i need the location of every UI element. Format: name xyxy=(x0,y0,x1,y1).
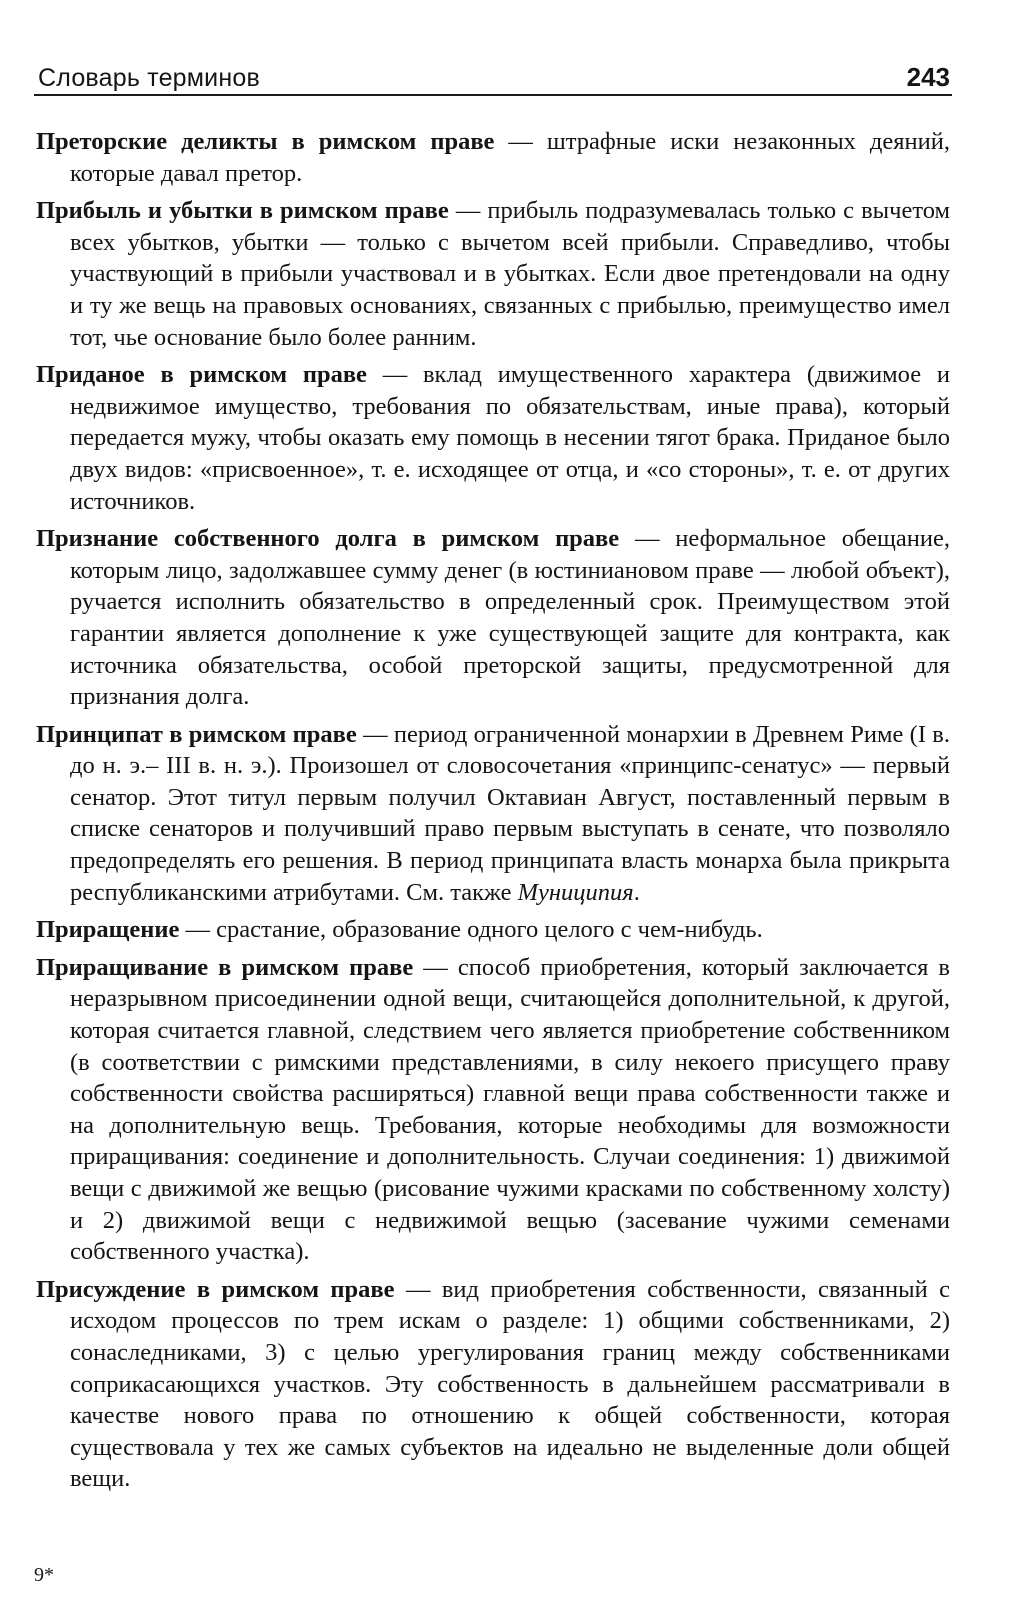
entry-definition: — неформальное обещание, которым лицо, задолжавшее сумму денег (в юстиниановом праве — любой объект), ручается исполнить обязательство в определенный срок. Преимуществом этой гарантии является дополнение к уже существующей защите для контракта, как источника обязательства, особой преторской защиты, предусмотренной для признания долга. xyxy=(70,525,950,711)
glossary-entry xyxy=(36,359,950,517)
glossary-entry xyxy=(36,523,950,713)
entry-definition: — вклад имущественного характера (движимое и недвижимое имущество, требования по обязательствам, иные права), который передается мужу, чтобы оказать ему помощь в несении тягот брака. Приданое было двух видов: «присвоенное», т. е. исходящее от отца, и «со стороны», т. е. от других источников. xyxy=(70,361,950,515)
entry-term: Принципат в римском праве xyxy=(36,720,357,748)
entry-term: Признание собственного долга в римском праве xyxy=(36,525,620,553)
glossary-entry xyxy=(36,126,950,189)
section-title: Словарь терминов xyxy=(38,64,260,92)
entry-term: Преторские деликты в римском праве xyxy=(36,128,495,155)
running-head xyxy=(34,60,952,96)
page-number: 243 xyxy=(906,62,950,92)
entry-definition: — срастание, образование одного целого с чем-нибудь. xyxy=(179,916,763,944)
entry-definition: — способ приобретения, который заключается в неразрывном присоединении одной вещи, считающейся дополнительной, к другой, которая считается главной, следствием чего является приобретение собственником (в соответствии с римскими представлениями, в силу некоего присущего праву собственности свойства расширяться) главной вещи права собственности также и на дополнительную вещь. Требования, которые необходимы для возможности приращивания: соединение и дополнительность. Случаи соединения: 1) движимой вещи с движимой же вещью (рисование чужими красками по собственному холсту) и 2) движимой вещи с недвижимой вещью (засевание чужими семенами собственного участка). xyxy=(70,953,950,1266)
entry-term: Приращивание в римском праве xyxy=(36,953,414,981)
entry-definition: — штрафные иски незаконных деяний, которые давал претор. xyxy=(70,128,950,187)
entry-term: Приданое в римском праве xyxy=(36,361,367,389)
glossary-entry xyxy=(36,952,950,1268)
see-also-term: Муниципия xyxy=(517,878,634,906)
signature-mark: 9* xyxy=(34,1564,54,1586)
entry-definition: — период ограниченной монархии в Древнем Риме (I в. до н. э.– III в. н. э.). Произошел от словосочетания «принципс-сенатус» — первый сенатор. Этот титул первым получил Октавиан Август, поставленный первым в списке сенаторов и получивший право первым выступать в сенате, что позволяло предопределять его решения. В период принципата власть монарха была прикрыта республиканскими атрибутами. См. также xyxy=(70,720,950,906)
entry-definition: — вид приобретения собственности, связанный с исходом процессов по трем искам о разделе: 1) общими собственниками, 2) сонаследниками, 3) с целью урегулирования границ между собственниками соприкасающихся участков. Эту собственность в дальнейшем рассматривали в качестве нового права по отношению к общей собственности, которая существовала у тех же самых субъектов на идеально не выделенные доли общей вещи. xyxy=(70,1275,950,1493)
entry-end: . xyxy=(633,878,640,906)
entry-definition: — прибыль подразумевалась только с вычетом всех убытков, убытки — только с вычетом всей прибыли. Справедливо, чтобы участвующий в прибыли участвовал и в убытках. Если двое претендовали на одну и ту же вещь на правовых основаниях, связанных с прибылью, преимущество имел тот, чье основание было более ранним. xyxy=(70,197,950,351)
glossary-entry xyxy=(36,1274,950,1495)
entry-term: Приращение xyxy=(36,916,180,944)
glossary-entry xyxy=(36,914,950,946)
glossary-entries xyxy=(36,126,950,1501)
entry-term: Присуждение в римском праве xyxy=(36,1275,395,1303)
glossary-entry xyxy=(36,195,950,353)
glossary-entry xyxy=(36,719,950,909)
entry-term: Прибыль и убытки в римском праве xyxy=(36,197,449,225)
